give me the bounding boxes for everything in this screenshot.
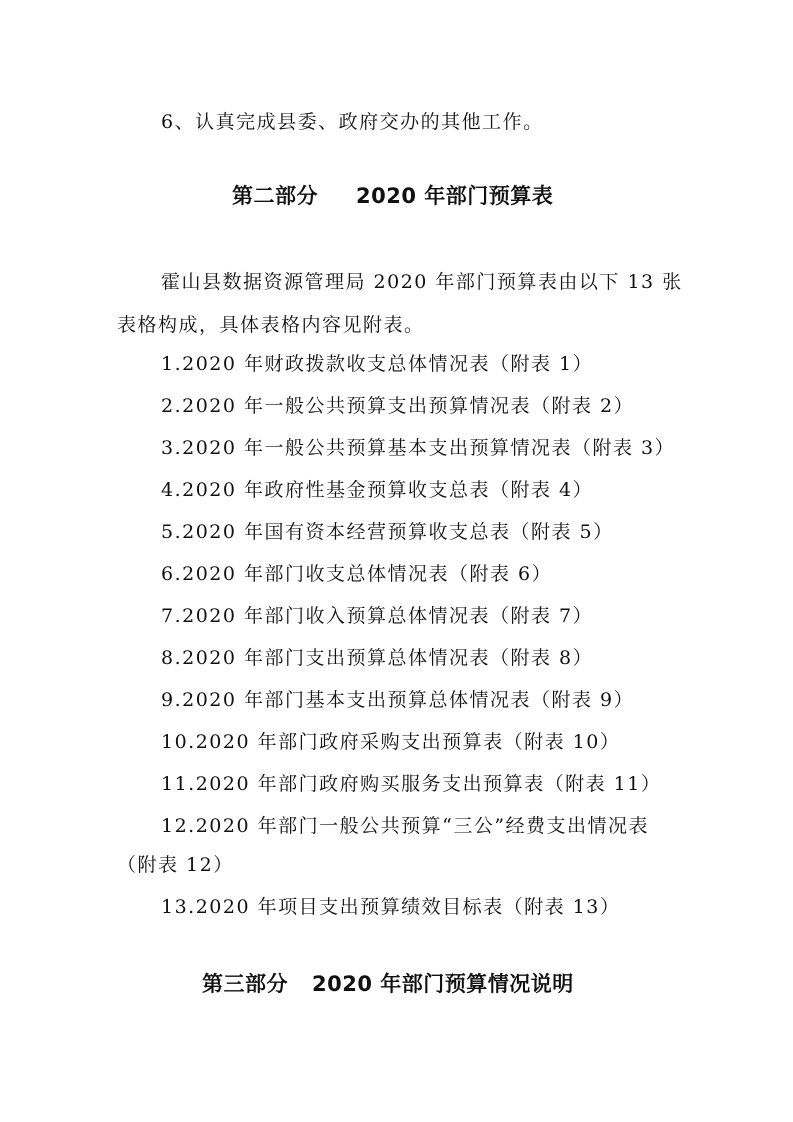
section-2-heading	[232, 183, 553, 209]
list-item: 12.2020 年部门一般公共预算“三公”经费支出情况表	[161, 815, 650, 837]
list-item: 13.2020 年项目支出预算绩效目标表（附表 13）	[161, 896, 621, 918]
section-3-label: 第三部分	[202, 972, 288, 996]
list-item: 4.2020 年政府性基金预算收支总表（附表 4）	[161, 479, 594, 501]
list-item: 8.2020 年部门支出预算总体情况表（附表 8）	[161, 647, 594, 669]
list-item: 6.2020 年部门收支总体情况表（附表 6）	[161, 563, 553, 585]
section-3-title: 2020 年部门预算情况说明	[312, 972, 574, 996]
paragraph-line-1: 霍山县数据资源管理局 2020 年部门预算表由以下 13 张	[161, 271, 683, 293]
list-item: 7.2020 年部门收入预算总体情况表（附表 7）	[161, 605, 594, 627]
list-item: 11.2020 年部门政府购买服务支出预算表（附表 11）	[161, 773, 662, 795]
intro-item: 6、认真完成县委、政府交办的其他工作。	[161, 111, 544, 133]
list-item: 1.2020 年财政拨款收支总体情况表（附表 1）	[161, 353, 594, 375]
list-item: 10.2020 年部门政府采购支出预算表（附表 10）	[161, 731, 621, 753]
list-item-continuation: （附表 12）	[117, 854, 234, 876]
paragraph-line-2: 表格构成，具体表格内容见附表。	[117, 314, 425, 336]
list-item: 9.2020 年部门基本支出预算总体情况表（附表 9）	[161, 689, 635, 711]
section-2-label: 第二部分	[232, 184, 318, 208]
section-3-heading	[202, 971, 574, 997]
list-item: 5.2020 年国有资本经营预算收支总表（附表 5）	[161, 521, 614, 543]
section-2-title: 2020 年部门预算表	[356, 184, 554, 208]
list-item: 3.2020 年一般公共预算基本支出预算情况表（附表 3）	[161, 437, 676, 459]
list-item: 2.2020 年一般公共预算支出预算情况表（附表 2）	[161, 395, 635, 417]
